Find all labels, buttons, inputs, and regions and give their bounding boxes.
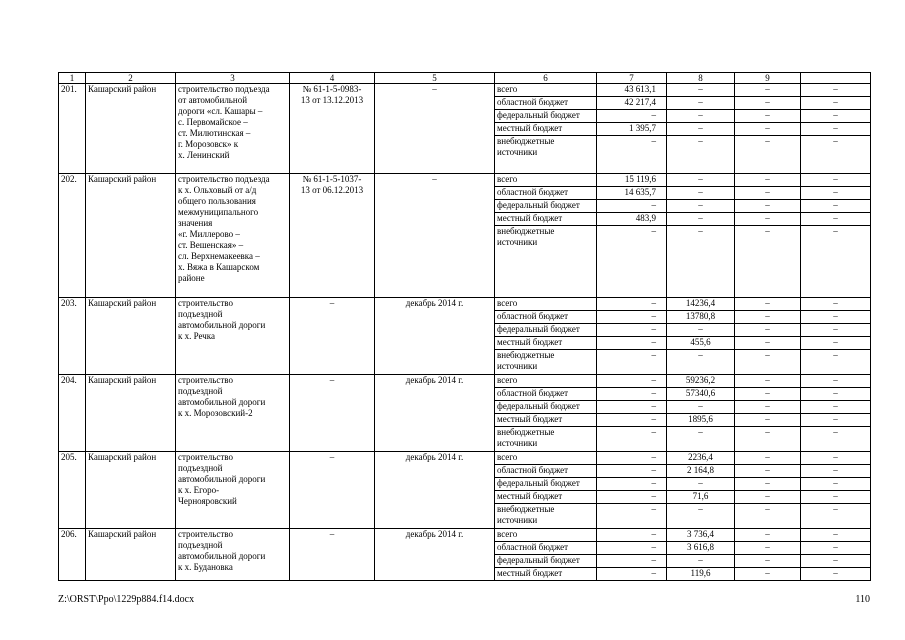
district-cell: Кашарский район	[86, 529, 176, 581]
table-row	[59, 298, 871, 311]
funding-source: внебюджетные источники	[495, 427, 597, 452]
value-col-9: –	[735, 97, 801, 110]
value-col-7: –	[597, 478, 667, 491]
table-row	[59, 452, 871, 465]
value-col-10: –	[801, 555, 871, 568]
value-col-7: –	[597, 226, 667, 298]
value-col-7: 483,9	[597, 213, 667, 226]
value-col-9: –	[735, 427, 801, 452]
project-number: 204.	[59, 375, 86, 452]
project-number: 205.	[59, 452, 86, 529]
value-col-7: –	[597, 414, 667, 427]
value-col-7: –	[597, 324, 667, 337]
table-row	[59, 529, 871, 542]
value-col-9: –	[735, 226, 801, 298]
value-col-10: –	[801, 187, 871, 200]
value-col-8: –	[667, 97, 735, 110]
value-col-10: –	[801, 388, 871, 401]
date-cell: декабрь 2014 г.	[375, 375, 495, 452]
funding-source: областной бюджет	[495, 97, 597, 110]
project-name: строительство подъездной автомобильной дороги к х. Будановка	[176, 529, 290, 581]
funding-source: всего	[495, 375, 597, 388]
funding-source: всего	[495, 84, 597, 97]
funding-source: местный бюджет	[495, 123, 597, 136]
value-col-7: –	[597, 110, 667, 123]
district-cell: Кашарский район	[86, 84, 176, 174]
project-number: 202.	[59, 174, 86, 298]
permit-cell: № 61-1-5-1037- 13 от 06.12.2013	[290, 174, 375, 298]
project-name: строительство подъездной автомобильной дороги к х. Морозовский-2	[176, 375, 290, 452]
value-col-10: –	[801, 478, 871, 491]
funding-source: федеральный бюджет	[495, 555, 597, 568]
value-col-9: –	[735, 388, 801, 401]
value-col-9: –	[735, 200, 801, 213]
column-number-header: 2	[86, 73, 176, 84]
value-col-9: –	[735, 452, 801, 465]
value-col-10: –	[801, 324, 871, 337]
funding-source: внебюджетные источники	[495, 504, 597, 529]
value-col-9: –	[735, 401, 801, 414]
value-col-8: –	[667, 350, 735, 375]
value-col-10: –	[801, 465, 871, 478]
value-col-10: –	[801, 427, 871, 452]
value-col-7: –	[597, 311, 667, 324]
value-col-7: –	[597, 298, 667, 311]
funding-source: областной бюджет	[495, 465, 597, 478]
date-cell: декабрь 2014 г.	[375, 529, 495, 581]
value-col-10: –	[801, 123, 871, 136]
funding-source: местный бюджет	[495, 213, 597, 226]
funding-source: всего	[495, 298, 597, 311]
funding-source: всего	[495, 174, 597, 187]
project-number: 206.	[59, 529, 86, 581]
column-number-header: 3	[176, 73, 290, 84]
funding-source: федеральный бюджет	[495, 200, 597, 213]
value-col-9: –	[735, 123, 801, 136]
value-col-10: –	[801, 452, 871, 465]
project-number: 201.	[59, 84, 86, 174]
funding-source: местный бюджет	[495, 337, 597, 350]
funding-source: федеральный бюджет	[495, 110, 597, 123]
value-col-8: –	[667, 136, 735, 174]
value-col-7: –	[597, 568, 667, 581]
funding-source: областной бюджет	[495, 388, 597, 401]
permit-cell: –	[290, 452, 375, 529]
value-col-7: –	[597, 452, 667, 465]
value-col-7: 43 613,1	[597, 84, 667, 97]
value-col-10: –	[801, 529, 871, 542]
value-col-8: –	[667, 200, 735, 213]
value-col-9: –	[735, 213, 801, 226]
value-col-7: –	[597, 529, 667, 542]
value-col-7: –	[597, 401, 667, 414]
column-number-header	[801, 73, 871, 84]
value-col-10: –	[801, 226, 871, 298]
value-col-10: –	[801, 213, 871, 226]
funding-source: федеральный бюджет	[495, 478, 597, 491]
funding-source: всего	[495, 452, 597, 465]
value-col-7: 1 395,7	[597, 123, 667, 136]
funding-source: всего	[495, 529, 597, 542]
permit-cell: –	[290, 375, 375, 452]
value-col-10: –	[801, 311, 871, 324]
date-cell: –	[375, 174, 495, 298]
value-col-9: –	[735, 491, 801, 504]
funding-source: федеральный бюджет	[495, 324, 597, 337]
value-col-8: 2 164,8	[667, 465, 735, 478]
value-col-8: 3 616,8	[667, 542, 735, 555]
value-col-10: –	[801, 504, 871, 529]
column-number-header: 8	[667, 73, 735, 84]
value-col-10: –	[801, 298, 871, 311]
permit-cell: № 61-1-5-0983- 13 от 13.12.2013	[290, 84, 375, 174]
value-col-9: –	[735, 136, 801, 174]
file-path: Z:\ORST\Ppo\1229p884.f14.docx	[58, 594, 195, 605]
value-col-8: –	[667, 478, 735, 491]
funding-source: областной бюджет	[495, 187, 597, 200]
column-number-header: 9	[735, 73, 801, 84]
value-col-7: –	[597, 427, 667, 452]
value-col-9: –	[735, 337, 801, 350]
page-number: 110	[855, 594, 870, 605]
column-number-header: 7	[597, 73, 667, 84]
value-col-10: –	[801, 568, 871, 581]
value-col-8: –	[667, 213, 735, 226]
funding-source: областной бюджет	[495, 311, 597, 324]
value-col-7: –	[597, 465, 667, 478]
district-cell: Кашарский район	[86, 298, 176, 375]
value-col-7: 14 635,7	[597, 187, 667, 200]
value-col-8: –	[667, 110, 735, 123]
value-col-7: –	[597, 375, 667, 388]
value-col-9: –	[735, 350, 801, 375]
value-col-9: –	[735, 478, 801, 491]
funding-source: внебюджетные источники	[495, 350, 597, 375]
value-col-10: –	[801, 174, 871, 187]
value-col-8: 71,6	[667, 491, 735, 504]
value-col-8: –	[667, 427, 735, 452]
value-col-7: 42 217,4	[597, 97, 667, 110]
value-col-10: –	[801, 375, 871, 388]
value-col-10: –	[801, 84, 871, 97]
table-row	[59, 84, 871, 97]
value-col-7: –	[597, 136, 667, 174]
value-col-7: –	[597, 542, 667, 555]
district-cell: Кашарский район	[86, 174, 176, 298]
value-col-8: 14236,4	[667, 298, 735, 311]
budget-table	[58, 72, 871, 581]
value-col-9: –	[735, 542, 801, 555]
district-cell: Кашарский район	[86, 452, 176, 529]
value-col-8: –	[667, 174, 735, 187]
value-col-8: –	[667, 123, 735, 136]
value-col-9: –	[735, 110, 801, 123]
value-col-7: –	[597, 200, 667, 213]
value-col-8: 57340,6	[667, 388, 735, 401]
permit-cell: –	[290, 529, 375, 581]
header-row	[59, 73, 871, 84]
value-col-10: –	[801, 97, 871, 110]
district-cell: Кашарский район	[86, 375, 176, 452]
permit-cell: –	[290, 298, 375, 375]
value-col-9: –	[735, 504, 801, 529]
value-col-8: –	[667, 401, 735, 414]
value-col-9: –	[735, 174, 801, 187]
value-col-9: –	[735, 298, 801, 311]
value-col-7: –	[597, 504, 667, 529]
value-col-10: –	[801, 414, 871, 427]
table-row	[59, 174, 871, 187]
value-col-10: –	[801, 110, 871, 123]
value-col-9: –	[735, 529, 801, 542]
project-name: строительство подъездной автомобильной дороги к х. Егоро- Чернояровский	[176, 452, 290, 529]
value-col-9: –	[735, 465, 801, 478]
value-col-7: 15 119,6	[597, 174, 667, 187]
value-col-8: 13780,8	[667, 311, 735, 324]
project-name: строительство подъездной автомобильной дороги к х. Речка	[176, 298, 290, 375]
value-col-8: 1895,6	[667, 414, 735, 427]
column-number-header: 1	[59, 73, 86, 84]
value-col-8: 455,6	[667, 337, 735, 350]
column-number-header: 6	[495, 73, 597, 84]
value-col-8: –	[667, 226, 735, 298]
funding-source: местный бюджет	[495, 568, 597, 581]
value-col-10: –	[801, 136, 871, 174]
funding-source: местный бюджет	[495, 491, 597, 504]
value-col-7: –	[597, 388, 667, 401]
project-number: 203.	[59, 298, 86, 375]
value-col-8: –	[667, 555, 735, 568]
column-number-header: 4	[290, 73, 375, 84]
value-col-10: –	[801, 491, 871, 504]
value-col-9: –	[735, 187, 801, 200]
value-col-8: 119,6	[667, 568, 735, 581]
date-cell: –	[375, 84, 495, 174]
column-number-header: 5	[375, 73, 495, 84]
date-cell: декабрь 2014 г.	[375, 298, 495, 375]
value-col-7: –	[597, 337, 667, 350]
value-col-9: –	[735, 375, 801, 388]
funding-source: внебюджетные источники	[495, 226, 597, 298]
value-col-7: –	[597, 350, 667, 375]
value-col-9: –	[735, 555, 801, 568]
value-col-8: –	[667, 324, 735, 337]
value-col-9: –	[735, 84, 801, 97]
value-col-10: –	[801, 200, 871, 213]
date-cell: декабрь 2014 г.	[375, 452, 495, 529]
funding-source: местный бюджет	[495, 414, 597, 427]
value-col-9: –	[735, 324, 801, 337]
value-col-8: –	[667, 187, 735, 200]
value-col-8: 2236,4	[667, 452, 735, 465]
value-col-10: –	[801, 542, 871, 555]
value-col-8: –	[667, 504, 735, 529]
value-col-8: 59236,2	[667, 375, 735, 388]
project-name: строительство подъезда от автомобильной дороги «сл. Кашары – с. Первомайское – ст. Милютинская – г. Морозовск» к х. Ленинский	[176, 84, 290, 174]
funding-source: внебюджетные источники	[495, 136, 597, 174]
value-col-8: –	[667, 84, 735, 97]
value-col-10: –	[801, 337, 871, 350]
value-col-7: –	[597, 491, 667, 504]
value-col-10: –	[801, 401, 871, 414]
table-row	[59, 375, 871, 388]
value-col-9: –	[735, 414, 801, 427]
value-col-9: –	[735, 311, 801, 324]
value-col-7: –	[597, 555, 667, 568]
project-name: строительство подъезда к х. Ольховый от а/д общего пользования межмуниципального значения «г. Миллерово – ст. Вешенская» – сл. Верхнемакеевка – х. Вяжа в Кашарском районе	[176, 174, 290, 298]
funding-source: областной бюджет	[495, 542, 597, 555]
funding-source: федеральный бюджет	[495, 401, 597, 414]
value-col-8: 3 736,4	[667, 529, 735, 542]
value-col-10: –	[801, 350, 871, 375]
value-col-9: –	[735, 568, 801, 581]
